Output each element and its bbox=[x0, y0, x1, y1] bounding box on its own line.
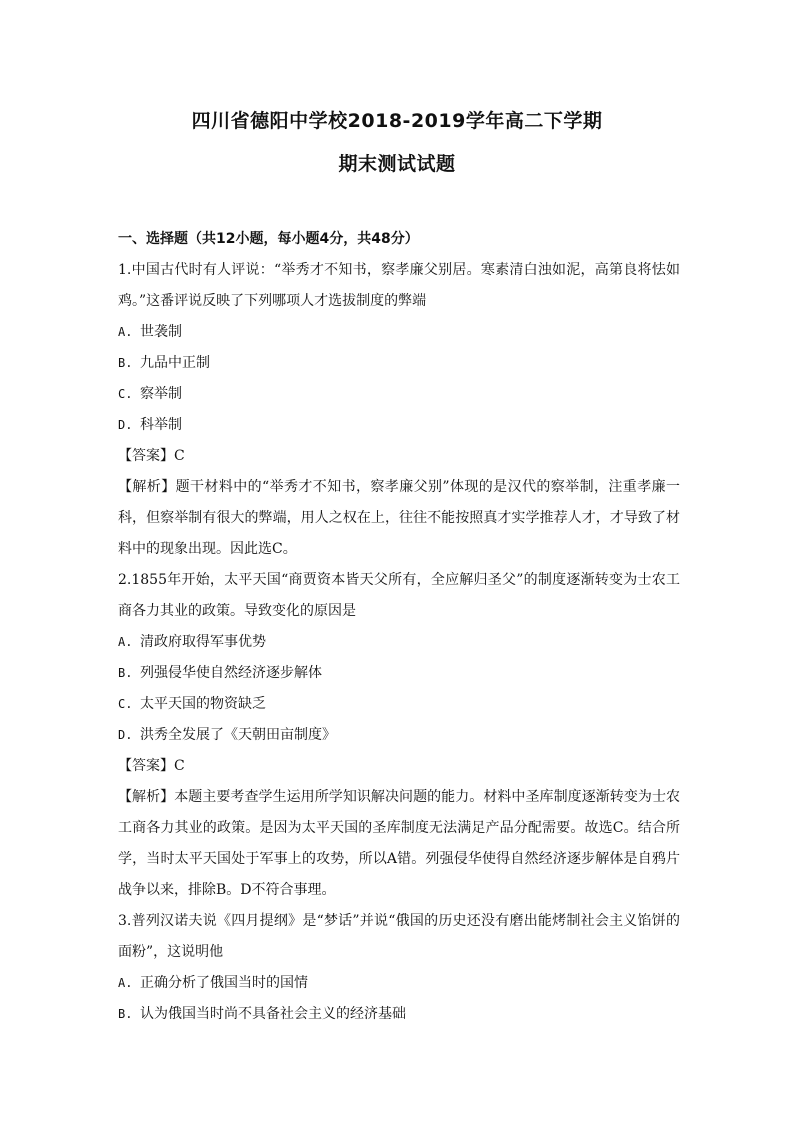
option-letter: C. bbox=[118, 697, 133, 711]
question-2-option-a bbox=[118, 627, 680, 658]
question-2-analysis: 【解析】本题主要考查学生运用所学知识解决问题的能力。材料中圣库制度逐渐转变为士农工商各力其业的政策。是因为太平天国的圣库制度无法满足产品分配需要。故选C。结合所学，当时太平天国处于军事上的攻势，所以A错。列强侵华使得自然经济逐步解体是自鸦片战争以来，排除B。D不符合事理。 bbox=[118, 789, 680, 898]
question-1-option-a bbox=[118, 317, 680, 348]
question-1-analysis: 【解析】题干材料中的“举秀才不知书，察孝廉父别”体现的是汉代的察举制，注重孝廉一科，但察举制有很大的弊端，用人之权在上，往往不能按照真才实学推荐人才，才导致了材料中的现象出现。因此选C。 bbox=[118, 479, 680, 557]
option-letter: B. bbox=[118, 356, 133, 370]
document-title-line-1: 四川省德阳中学校2018-2019学年高二下学期 bbox=[191, 110, 603, 132]
question-2-option-b bbox=[118, 658, 680, 689]
question-1-stem: 1.中国古代时有人评说：“举秀才不知书，察孝廉父别居。寒素清白浊如泥，高第良将怯如鸡。”这番评说反映了下列哪项人才选拔制度的弊端 bbox=[118, 262, 680, 309]
option-text: 清政府取得军事优势 bbox=[140, 634, 266, 650]
option-letter: C. bbox=[118, 387, 133, 401]
option-letter: D. bbox=[118, 418, 133, 432]
question-1-option-c bbox=[118, 379, 680, 410]
option-text: 科举制 bbox=[140, 417, 182, 433]
option-text: 察举制 bbox=[140, 386, 182, 402]
option-letter: B. bbox=[118, 666, 133, 680]
section-heading: 一、选择题（共12小题，每小题4分，共48分） bbox=[118, 231, 419, 247]
question-3-stem: 3.普列汉诺夫说《四月提纲》是“梦话”并说“俄国的历史还没有磨出能烤制社会主义馅饼的面粉”，这说明他 bbox=[118, 913, 680, 960]
option-text: 正确分析了俄国当时的国情 bbox=[140, 975, 308, 991]
option-letter: A. bbox=[118, 976, 133, 990]
question-1-option-b bbox=[118, 348, 680, 379]
question-2-option-d bbox=[118, 720, 680, 751]
question-1-answer: 【答案】C bbox=[118, 448, 185, 464]
option-text: 九品中正制 bbox=[140, 355, 210, 371]
option-letter: D. bbox=[118, 728, 133, 742]
question-3-option-b bbox=[118, 999, 680, 1030]
document-body bbox=[118, 224, 680, 1030]
option-text: 认为俄国当时尚不具备社会主义的经济基础 bbox=[140, 1006, 406, 1022]
document-title-line-2: 期末测试试题 bbox=[338, 153, 456, 175]
option-text: 洪秀全发展了《天朝田亩制度》 bbox=[140, 727, 336, 743]
option-letter: B. bbox=[118, 1007, 133, 1021]
option-letter: A. bbox=[118, 325, 133, 339]
question-2-answer: 【答案】C bbox=[118, 758, 185, 774]
option-text: 世袭制 bbox=[140, 324, 182, 340]
question-2-option-c bbox=[118, 689, 680, 720]
option-text: 列强侵华使自然经济逐步解体 bbox=[140, 665, 322, 681]
question-1-option-d bbox=[118, 410, 680, 441]
option-letter: A. bbox=[118, 635, 133, 649]
question-2-stem: 2.1855年开始，太平天国“商贾资本皆天父所有，全应解归圣父”的制度逐渐转变为士农工商各力其业的政策。导致变化的原因是 bbox=[118, 572, 680, 619]
question-3-option-a bbox=[118, 968, 680, 999]
option-text: 太平天国的物资缺乏 bbox=[140, 696, 266, 712]
